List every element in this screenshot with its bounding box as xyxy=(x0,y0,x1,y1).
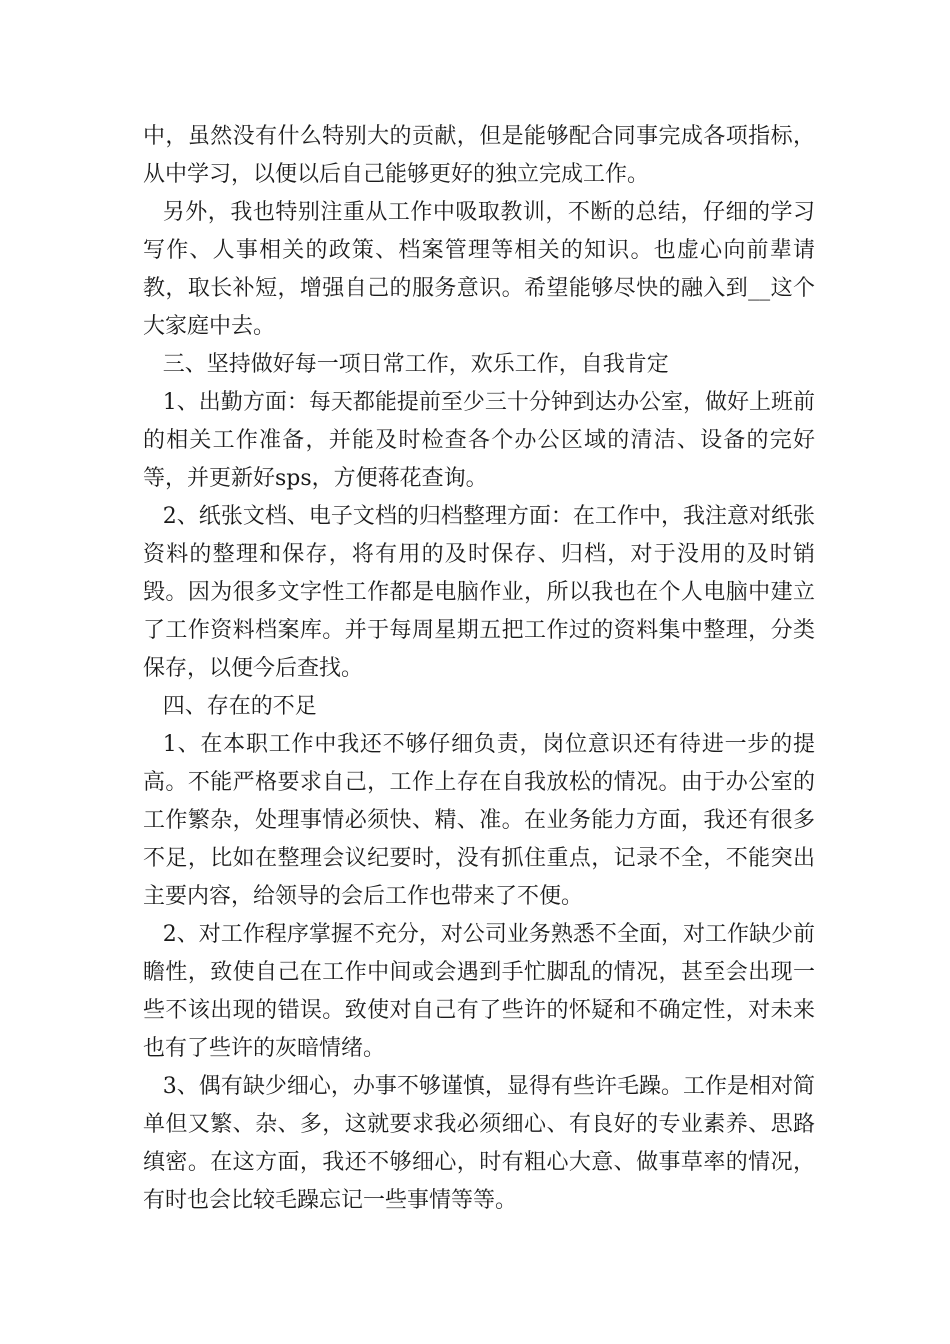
section-heading-shortcomings: 四、存在的不足 xyxy=(162,694,317,719)
document-body xyxy=(143,118,815,1220)
paragraph-shortcoming-3: 3、偶有缺少细心，办事不够谨慎，显得有些许毛躁。工作是相对简单但又繁、杂、多，这就要求我必须细心、有良好的专业素养、思路缜密。在这方面，我还不够细心，时有粗心大意、做事草率的情况，有时也会比较毛躁忘记一些事情等等。 xyxy=(143,1074,815,1213)
paragraph-attendance: 1、出勤方面：每天都能提前至少三十分钟到达办公室，做好上班前的相关工作准备，并能及时检查各个办公区域的清洁、设备的完好等，并更新好sps，方便蒋花查询。 xyxy=(143,390,815,491)
paragraph-shortcoming-2: 2、对工作程序掌握不充分，对公司业务熟悉不全面，对工作缺少前瞻性，致使自己在工作中间或会遇到手忙脚乱的情况，甚至会出现一些不该出现的错误。致使对自己有了些许的怀疑和不确定性，对未来也有了些许的灰暗情绪。 xyxy=(143,922,815,1061)
paragraph-lessons: 另外，我也特别注重从工作中吸取教训，不断的总结，仔细的学习写作、人事相关的政策、档案管理等相关的知识。也虚心向前辈请教，取长补短，增强自己的服务意识。希望能够尽快的融入到__这个大家庭中去。 xyxy=(143,200,815,339)
section-heading-daily-work: 三、坚持做好每一项日常工作，欢乐工作，自我肯定 xyxy=(162,352,669,377)
paragraph-shortcoming-1: 1、在本职工作中我还不够仔细负责，岗位意识还有待进一步的提高。不能严格要求自己，工作上存在自我放松的情况。由于办公室的工作繁杂，处理事情必须快、精、准。在业务能力方面，我还有很多不足，比如在整理会议纪要时，没有抓住重点，记录不全，不能突出主要内容，给领导的会后工作也带来了不便。 xyxy=(143,732,815,909)
paragraph-continuation: 中，虽然没有什么特别大的贡献，但是能够配合同事完成各项指标，从中学习，以便以后自己能够更好的独立完成工作。 xyxy=(143,124,815,187)
paragraph-archiving: 2、纸张文档、电子文档的归档整理方面：在工作中，我注意对纸张资料的整理和保存，将有用的及时保存、归档，对于没用的及时销毁。因为很多文字性工作都是电脑作业，所以我也在个人电脑中建立了工作资料档案库。并于每周星期五把工作过的资料集中整理，分类保存，以便今后查找。 xyxy=(143,504,815,681)
